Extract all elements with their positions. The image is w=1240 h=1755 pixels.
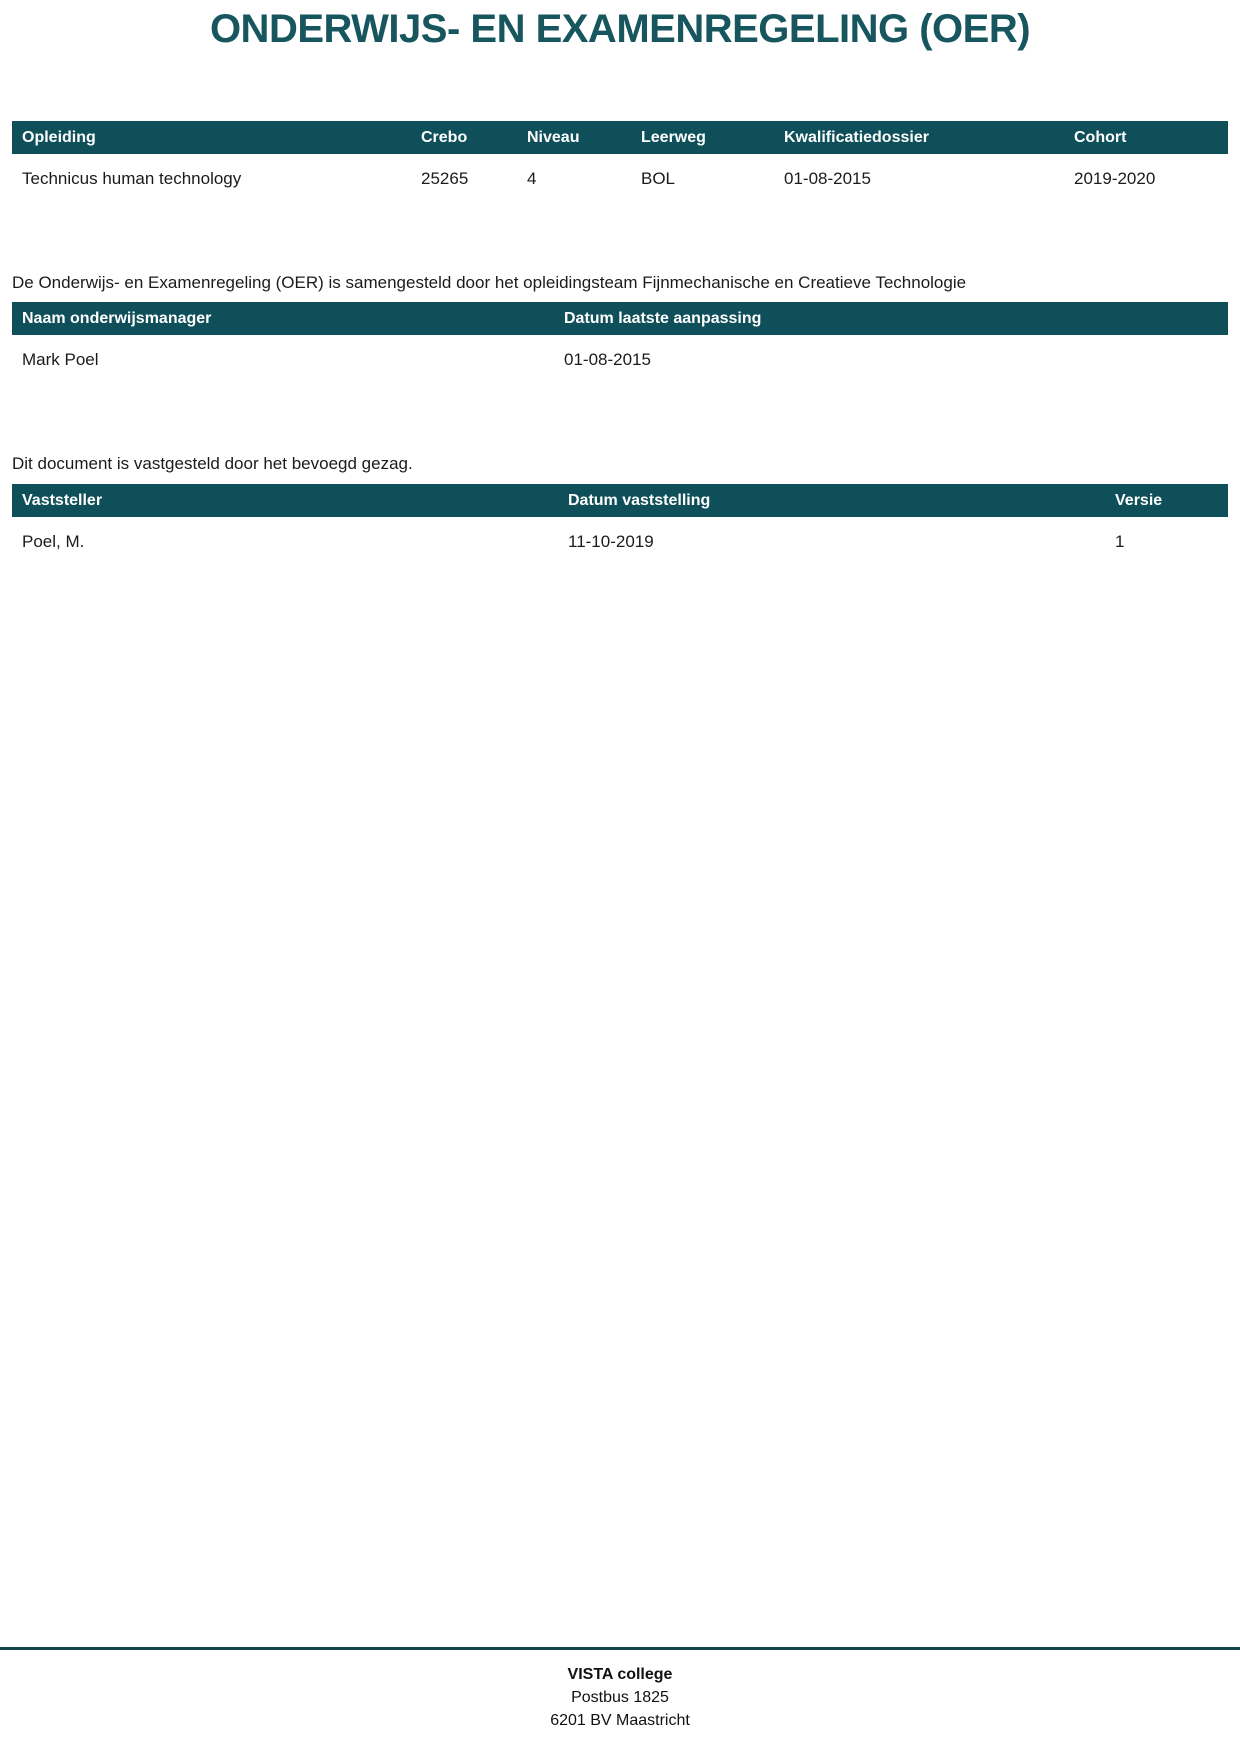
approval-table (12, 484, 1228, 564)
footer-divider (0, 1647, 1240, 1650)
cell-datum-laatste-aanpassing: 01-08-2015 (564, 350, 651, 369)
cell-datum-vaststelling: 11-10-2019 (568, 532, 654, 551)
col-header-crebo: Crebo (411, 121, 517, 154)
col-header-vaststeller: Vaststeller (12, 484, 558, 517)
cell-vaststeller: Poel, M. (22, 532, 85, 551)
footer-address-line1: Postbus 1825 (571, 1689, 669, 1706)
team-paragraph: De Onderwijs- en Examenregeling (OER) is samengesteld door het opleidingsteam Fijnmechanische en Creatieve Technologie (12, 273, 967, 292)
cell-leerweg: BOL (641, 169, 676, 188)
program-table-header-row (12, 121, 1228, 154)
document-content (0, 6, 1240, 564)
page-footer (0, 1647, 1240, 1732)
program-table (12, 121, 1228, 201)
col-header-cohort: Cohort (1064, 121, 1228, 154)
footer-text (0, 1663, 1240, 1732)
manager-table-header-row (12, 302, 1228, 335)
cell-opleiding: Technicus human technology (22, 169, 242, 188)
col-header-niveau: Niveau (517, 121, 631, 154)
cell-crebo: 25265 (421, 169, 469, 188)
approval-paragraph: Dit document is vastgesteld door het bevoegd gezag. (12, 454, 413, 473)
col-header-versie: Versie (1105, 484, 1228, 517)
footer-address-line2: 6201 BV Maastricht (550, 1712, 690, 1729)
footer-org-name: VISTA college (567, 1666, 673, 1683)
page-title: ONDERWIJS- EN EXAMENREGELING (OER) (209, 7, 1031, 51)
cell-kwalificatiedossier: 01-08-2015 (784, 169, 871, 188)
approval-table-row (12, 517, 1228, 564)
approval-table-header-row (12, 484, 1228, 517)
manager-table-row (12, 335, 1228, 382)
col-header-naam-onderwijsmanager: Naam onderwijsmanager (12, 302, 554, 335)
col-header-leerweg: Leerweg (631, 121, 774, 154)
cell-cohort: 2019-2020 (1074, 169, 1156, 188)
cell-niveau: 4 (527, 169, 537, 188)
col-header-kwalificatiedossier: Kwalificatiedossier (774, 121, 1064, 154)
manager-table (12, 302, 1228, 382)
cell-versie: 1 (1115, 532, 1125, 551)
col-header-datum-laatste-aanpassing: Datum laatste aanpassing (554, 302, 1228, 335)
col-header-datum-vaststelling: Datum vaststelling (558, 484, 1105, 517)
cell-naam-onderwijsmanager: Mark Poel (22, 350, 99, 369)
program-table-row (12, 154, 1228, 201)
col-header-opleiding: Opleiding (12, 121, 411, 154)
